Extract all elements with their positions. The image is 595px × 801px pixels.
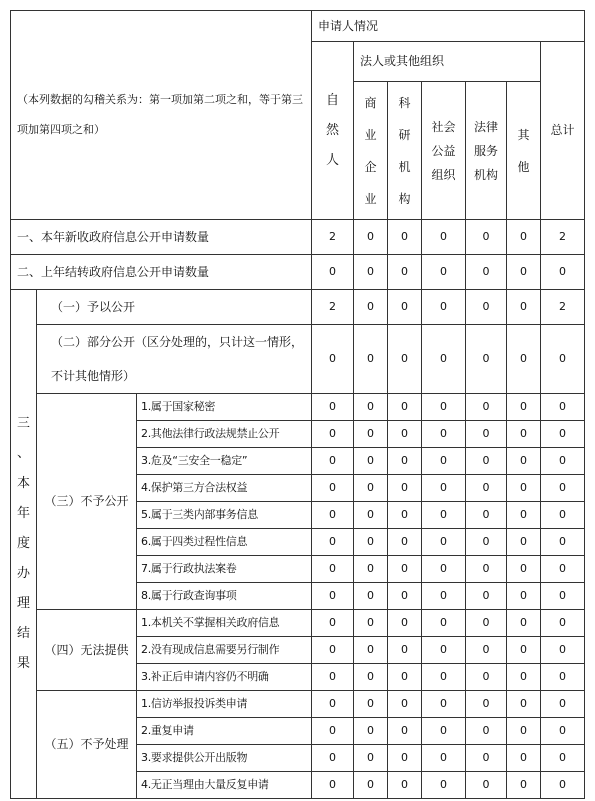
cell-value: 0	[354, 529, 388, 556]
cell-value: 0	[388, 255, 422, 290]
cell-value: 0	[422, 556, 466, 583]
cell-value: 0	[312, 394, 354, 421]
cell-value: 0	[388, 745, 422, 772]
cell-value: 0	[507, 421, 541, 448]
cell-value: 0	[388, 475, 422, 502]
row-label: 一、本年新收政府信息公开申请数量	[11, 220, 312, 255]
cell-value: 0	[354, 745, 388, 772]
commercial-header	[354, 82, 388, 220]
cell-value: 0	[422, 610, 466, 637]
cell-value: 0	[354, 448, 388, 475]
item-label: 1.本机关不掌握相关政府信息	[137, 610, 312, 637]
group-label: （三）不予公开	[37, 394, 137, 610]
legal-entity-header: 法人或其他组织	[354, 42, 541, 82]
item-label: 6.属于四类过程性信息	[137, 529, 312, 556]
cell-value: 0	[507, 691, 541, 718]
research-label: 科 研 机 构	[398, 95, 411, 206]
cell-value: 0	[388, 394, 422, 421]
cell-value: 0	[354, 718, 388, 745]
cell-value: 0	[354, 664, 388, 691]
cell-value: 0	[422, 220, 466, 255]
cell-value: 0	[388, 529, 422, 556]
cell-value: 0	[312, 255, 354, 290]
cell-value: 0	[422, 290, 466, 325]
cell-value: 0	[422, 664, 466, 691]
cell-value: 0	[354, 394, 388, 421]
applicant-header: 申请人情况	[312, 11, 585, 42]
cell-value: 0	[507, 394, 541, 421]
cell-value: 0	[466, 610, 507, 637]
cell-value: 0	[507, 220, 541, 255]
cell-value: 0	[388, 448, 422, 475]
cell-value: 0	[507, 583, 541, 610]
cell-value: 0	[422, 637, 466, 664]
cell-value: 0	[354, 220, 388, 255]
item-label: 5.属于三类内部事务信息	[137, 502, 312, 529]
cell-value: 0	[422, 691, 466, 718]
cell-value: 0	[466, 745, 507, 772]
cell-value: 0	[354, 290, 388, 325]
cell-value: 0	[354, 691, 388, 718]
cell-value: 2	[541, 290, 585, 325]
cell-value: 0	[388, 772, 422, 799]
table-row	[11, 691, 585, 718]
cell-value: 0	[354, 475, 388, 502]
cell-value: 0	[354, 637, 388, 664]
cell-value: 0	[466, 290, 507, 325]
cell-value: 0	[507, 448, 541, 475]
cell-value: 0	[466, 421, 507, 448]
cell-value: 0	[422, 772, 466, 799]
item-label: 2.没有现成信息需要另行制作	[137, 637, 312, 664]
cell-value: 0	[541, 772, 585, 799]
item-label: 8.属于行政查询事项	[137, 583, 312, 610]
group-label: （四）无法提供	[37, 610, 137, 691]
item-label: 2.其他法律行政法规禁止公开	[137, 421, 312, 448]
cell-value: 0	[312, 745, 354, 772]
cell-value: 0	[541, 448, 585, 475]
cell-value: 0	[388, 421, 422, 448]
natural-person-label: 自然 人	[325, 92, 339, 168]
cell-value: 0	[541, 394, 585, 421]
cell-value: 0	[466, 556, 507, 583]
cell-value: 0	[422, 745, 466, 772]
social-label: 社会 公益 组织	[431, 119, 456, 182]
item-label: 1.信访举报投诉类申请	[137, 691, 312, 718]
group-label: （五）不予处理	[37, 691, 137, 799]
cell-value: 0	[422, 448, 466, 475]
cell-value: 0	[507, 718, 541, 745]
table-row	[11, 220, 585, 255]
cell-value: 0	[466, 637, 507, 664]
header-note: （本列数据的勾稽关系为：第一项加第二项之和，等于第三项加第四项之和）	[17, 93, 303, 136]
item-label: 3.危及“三安全一稳定”	[137, 448, 312, 475]
cell-value: 0	[312, 421, 354, 448]
cell-value: 0	[466, 475, 507, 502]
cell-value: 0	[388, 664, 422, 691]
item-label: 3.补正后申请内容仍不明确	[137, 664, 312, 691]
cell-value: 0	[466, 718, 507, 745]
cell-value: 2	[541, 220, 585, 255]
cell-value: 0	[388, 502, 422, 529]
table-row	[11, 290, 585, 325]
cell-value: 0	[466, 448, 507, 475]
cell-value: 0	[388, 220, 422, 255]
cell-value: 0	[541, 691, 585, 718]
cell-value: 0	[541, 529, 585, 556]
item-label: 7.属于行政执法案卷	[137, 556, 312, 583]
cell-value: 0	[466, 772, 507, 799]
cell-value: 0	[541, 583, 585, 610]
cell-value: 0	[507, 637, 541, 664]
cell-value: 0	[312, 772, 354, 799]
cell-value: 0	[507, 772, 541, 799]
cell-value: 2	[312, 220, 354, 255]
cell-value: 0	[354, 583, 388, 610]
cell-value: 0	[312, 691, 354, 718]
cell-value: 0	[354, 610, 388, 637]
section-3-label: 三 、 本 年 度 办 理 结 果	[16, 416, 30, 671]
cell-value: 0	[507, 610, 541, 637]
cell-value: 0	[466, 583, 507, 610]
cell-value: 0	[541, 255, 585, 290]
cell-value: 0	[354, 502, 388, 529]
cell-value: 0	[354, 421, 388, 448]
commercial-label: 商 业 企 业	[364, 95, 377, 206]
cell-value: 0	[541, 718, 585, 745]
social-header	[422, 82, 466, 220]
disclosure-table	[10, 10, 585, 799]
cell-value: 0	[466, 255, 507, 290]
row-label: 二、上年结转政府信息公开申请数量	[11, 255, 312, 290]
header-note-cell	[11, 11, 312, 220]
cell-value: 0	[466, 394, 507, 421]
cell-value: 0	[541, 556, 585, 583]
cell-value: 0	[507, 255, 541, 290]
cell-value: 0	[507, 745, 541, 772]
cell-value: 0	[541, 664, 585, 691]
item-label: 3.要求提供公开出版物	[137, 745, 312, 772]
table-row	[11, 255, 585, 290]
cell-value: 0	[466, 691, 507, 718]
cell-value: 0	[388, 583, 422, 610]
cell-value: 0	[422, 421, 466, 448]
row-label: （二）部分公开（区分处理的，只计这一情形，不计其他情形）	[37, 325, 312, 394]
cell-value: 0	[422, 583, 466, 610]
table-row	[11, 394, 585, 421]
cell-value: 0	[422, 255, 466, 290]
cell-value: 0	[466, 325, 507, 394]
cell-value: 0	[541, 745, 585, 772]
table-row	[11, 325, 585, 394]
cell-value: 0	[388, 691, 422, 718]
cell-value: 0	[312, 448, 354, 475]
cell-value: 0	[388, 718, 422, 745]
cell-value: 0	[312, 718, 354, 745]
cell-value: 0	[541, 637, 585, 664]
cell-value: 0	[388, 556, 422, 583]
natural-person-header	[312, 42, 354, 220]
legal-service-label: 法律 服务 机构	[473, 119, 498, 182]
cell-value: 0	[466, 529, 507, 556]
cell-value: 0	[422, 529, 466, 556]
cell-value: 0	[422, 475, 466, 502]
table-row	[11, 610, 585, 637]
cell-value: 0	[312, 610, 354, 637]
cell-value: 0	[354, 772, 388, 799]
cell-value: 0	[354, 325, 388, 394]
other-header	[507, 82, 541, 220]
cell-value: 0	[312, 325, 354, 394]
item-label: 1.属于国家秘密	[137, 394, 312, 421]
row-label: （一）予以公开	[37, 290, 312, 325]
item-label: 2.重复申请	[137, 718, 312, 745]
cell-value: 2	[312, 290, 354, 325]
cell-value: 0	[466, 664, 507, 691]
cell-value: 0	[507, 529, 541, 556]
cell-value: 0	[541, 610, 585, 637]
legal-service-header	[466, 82, 507, 220]
cell-value: 0	[422, 718, 466, 745]
cell-value: 0	[541, 502, 585, 529]
cell-value: 0	[312, 637, 354, 664]
cell-value: 0	[507, 664, 541, 691]
item-label: 4.无正当理由大量反复申请	[137, 772, 312, 799]
cell-value: 0	[312, 529, 354, 556]
cell-value: 0	[312, 664, 354, 691]
cell-value: 0	[466, 502, 507, 529]
other-label: 其 他	[517, 127, 530, 174]
cell-value: 0	[312, 583, 354, 610]
cell-value: 0	[312, 475, 354, 502]
cell-value: 0	[422, 502, 466, 529]
cell-value: 0	[541, 475, 585, 502]
cell-value: 0	[388, 610, 422, 637]
cell-value: 0	[507, 475, 541, 502]
cell-value: 0	[388, 637, 422, 664]
cell-value: 0	[466, 220, 507, 255]
research-header	[388, 82, 422, 220]
cell-value: 0	[507, 290, 541, 325]
section-3-label-cell	[11, 290, 37, 799]
cell-value: 0	[312, 502, 354, 529]
cell-value: 0	[541, 421, 585, 448]
cell-value: 0	[541, 325, 585, 394]
cell-value: 0	[507, 325, 541, 394]
cell-value: 0	[312, 556, 354, 583]
cell-value: 0	[354, 556, 388, 583]
cell-value: 0	[388, 325, 422, 394]
cell-value: 0	[507, 556, 541, 583]
item-label: 4.保护第三方合法权益	[137, 475, 312, 502]
cell-value: 0	[388, 290, 422, 325]
cell-value: 0	[422, 325, 466, 394]
cell-value: 0	[507, 502, 541, 529]
total-header: 总计	[541, 42, 585, 220]
cell-value: 0	[354, 255, 388, 290]
cell-value: 0	[422, 394, 466, 421]
